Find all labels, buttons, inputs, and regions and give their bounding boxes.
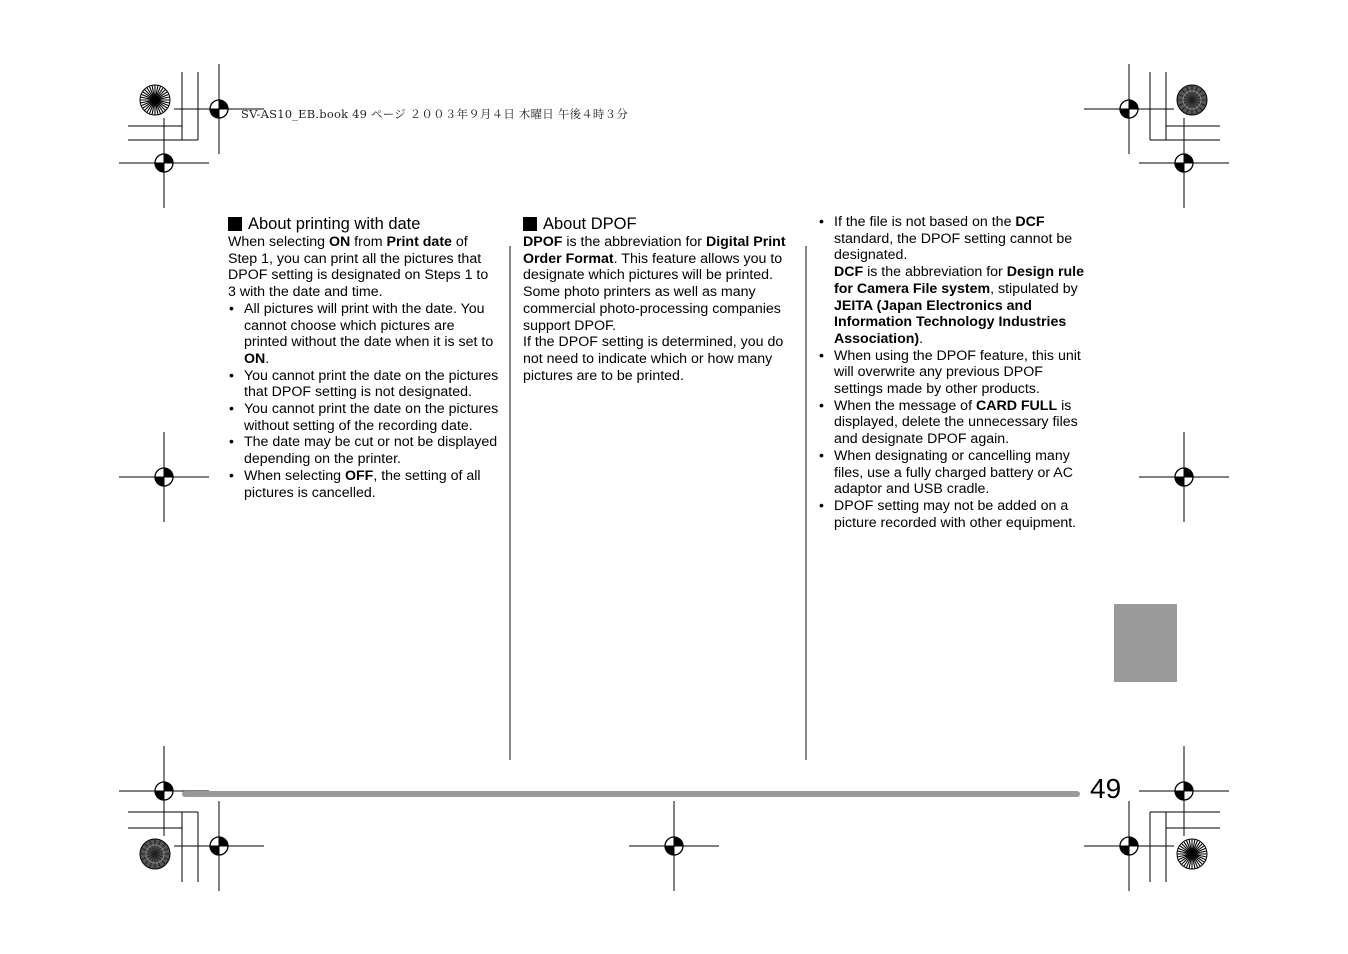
dpof-note-paragraph: If the DPOF setting is determined, you do not need to indicate which or how many pictures are to be printed. [523,334,784,384]
list-item [818,398,1090,448]
list-item: • DPOF setting may not be added on a picture recorded with other equipment. [818,498,1090,531]
text: from [350,234,387,250]
column-left [228,214,500,501]
bold-text: JEITA (Japan Electronics and Information Technology Industries Association) [834,297,1067,347]
bold-text: DCF [1015,214,1045,230]
bold-text: ON [244,350,266,367]
square-bullet-icon [228,217,242,231]
text: When selecting [228,234,329,250]
column-middle [523,214,795,384]
bold-text: CARD FULL [975,397,1058,414]
bold-text: ON [328,234,351,250]
column-divider [509,246,511,760]
column-right [818,214,1090,531]
text: is displayed, delete the unnecessary files and designate DPOF again. [834,397,1078,448]
text: . [265,350,270,367]
text: of Step 1, you can print all the pictures that DPOF setting is designated on Steps 1 to 3 with the date and time. [228,234,489,301]
text: , the setting of all pictures is cancelled. [244,467,481,501]
list-item: • You cannot print the date on the pictures that DPOF setting is not designated. [228,368,500,401]
heading-text: About printing with date [248,215,421,233]
list-item: • When using the DPOF feature, this unit will overwrite any previous DPOF settings made by other products. [818,348,1090,398]
list-item [818,214,1090,348]
bold-text: DCF [834,264,864,281]
text: When the message of [834,397,976,414]
section-heading-about-dpof [523,214,795,234]
bullet-list [818,214,1090,531]
page-number: 49 [1090,773,1122,804]
list-item: • The date may be cut or not be displayed depending on the printer. [228,434,500,467]
list-item [228,301,500,368]
footer-rule [182,791,1080,797]
print-file-stamp: SV-AS10_EB.book 49 ページ ２００３年９月４日 木曜日 午後４時３分 [241,107,629,121]
list-item: • You cannot print the date on the pictures without setting of the recording date. [228,401,500,434]
heading-text: About DPOF [543,215,637,233]
text: If the file is not based on the [834,214,1016,230]
text: , stipulated by [990,280,1078,297]
bold-text: Digital Print Order Format [523,234,786,267]
intro-paragraph [228,234,500,301]
bold-text: Print date [386,234,452,250]
text: All pictures will print with the date. You cannot choose which pictures are printed without the date when it is set to [244,300,494,351]
square-bullet-icon [523,217,537,231]
text: standard, the DPOF setting cannot be designated. [834,230,1073,264]
dpof-definition-paragraph [523,234,795,334]
bold-text: DPOF [523,234,563,250]
list-item [228,468,500,501]
list-item: • When designating or cancelling many files, use a fully charged battery or AC adaptor and USB cradle. [818,448,1090,498]
column-divider [805,246,807,760]
bullet-list [228,301,500,501]
text: is the abbreviation for [863,264,1007,281]
bold-text: Design rule for Camera File system [834,264,1084,297]
section-tab [1114,604,1177,682]
section-heading-printing-with-date [228,214,500,234]
text: is the abbreviation for [562,234,706,250]
text: When selecting [244,467,345,484]
text: . This feature allows you to designate which pictures will be printed. Some photo printers as well as many commercial photo-processing companies support DPOF. [523,250,783,334]
text: . [919,330,924,347]
bold-text: OFF [344,467,374,484]
